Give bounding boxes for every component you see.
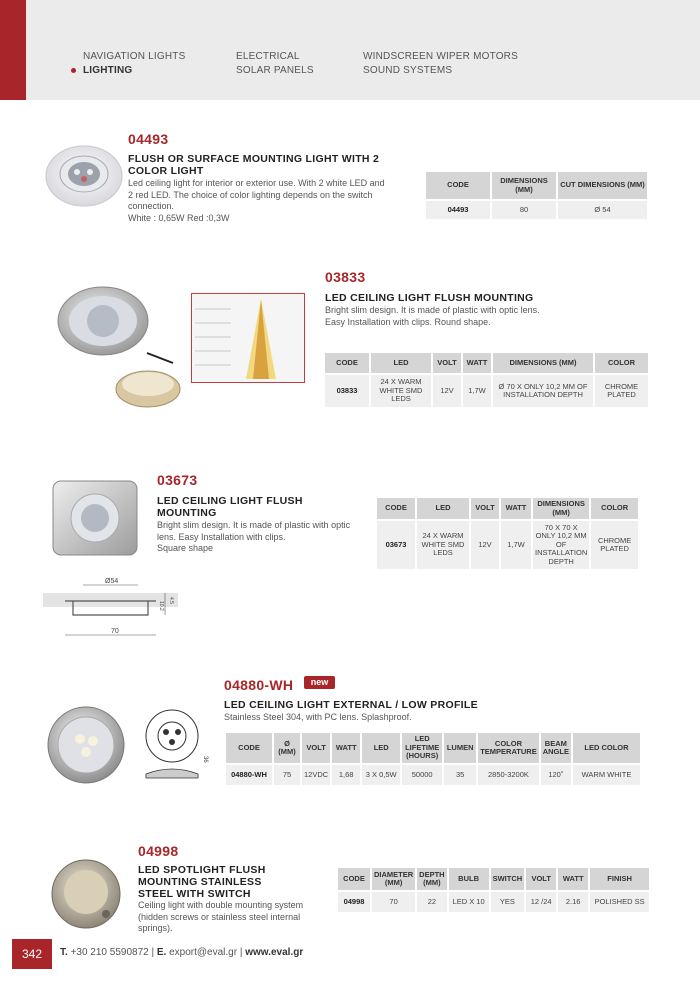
th-dimensions: DIMENSIONS (MM): [492, 172, 556, 199]
product-code-04880-wh: 04880-WH: [224, 677, 294, 693]
beam-diagram-03833: [191, 293, 305, 383]
technical-drawing-04880-wh: [140, 706, 210, 786]
th-volt: VOLT: [302, 733, 330, 763]
td-code: 04998: [338, 892, 370, 912]
title-line: COLOR LIGHT: [128, 165, 204, 177]
th-volt: VOLT: [471, 498, 499, 519]
td-code: 03673: [377, 521, 415, 569]
product-title-03673: [157, 495, 303, 519]
th-volt: VOLT: [433, 353, 461, 373]
th-led-lifetime: LED LIFETIME (HOURS): [402, 733, 442, 763]
td-volt: 12 /24: [526, 892, 556, 912]
th-watt: WATT: [501, 498, 531, 519]
page-number: 342: [12, 939, 52, 969]
footer-separator: |: [239, 947, 246, 958]
td-color: CHROME PLATED: [595, 375, 648, 407]
product-code-04493: 04493: [128, 131, 169, 147]
td-finish: POLISHED SS: [590, 892, 649, 912]
td-dimensions: 80: [492, 201, 556, 219]
th-color-temperature: COLOR TEMPERATURE: [478, 733, 539, 763]
td-code: 03833: [325, 375, 369, 407]
product-title-04493: [128, 153, 379, 177]
product-code-04998: 04998: [138, 843, 179, 859]
title-line: LED SPOTLIGHT FLUSH: [138, 864, 266, 876]
th-led-color: LED COLOR: [573, 733, 640, 763]
th-beam-angle: BEAM ANGLE: [541, 733, 571, 763]
th-cut-dimensions: CUT DIMENSIONS (MM): [558, 172, 647, 199]
th-led: LED: [417, 498, 469, 519]
th-dimensions: DIMENSIONS (MM): [493, 353, 593, 373]
desc-line: lens. Easy Installation with clips.: [157, 531, 286, 542]
th-code: CODE: [325, 353, 369, 373]
td-led-color: WARM WHITE: [573, 765, 640, 785]
footer-contact: [60, 947, 303, 958]
td-watt: 1,68: [332, 765, 360, 785]
th-code: CODE: [338, 868, 370, 890]
td-cut-dimensions: Ø 54: [558, 201, 647, 219]
title-line: FLUSH OR SURFACE MOUNTING LIGHT WITH 2: [128, 153, 380, 165]
email-label: E.: [156, 947, 167, 958]
td-lumen: 35: [444, 765, 476, 785]
th-led: LED: [371, 353, 431, 373]
desc-line: Easy Installation with clips. Round shape.: [325, 316, 491, 327]
product-code-03833: 03833: [325, 269, 366, 285]
product-title-04998: [138, 864, 266, 900]
dimension-drawing-03673: [43, 573, 178, 643]
nav-lighting[interactable]: [83, 65, 132, 76]
product-desc-04493: [128, 178, 403, 224]
th-finish: FINISH: [590, 868, 649, 890]
th-code: CODE: [426, 172, 490, 199]
nav-windscreen-wiper-motors[interactable]: WINDSCREEN WIPER MOTORS: [363, 51, 518, 62]
td-watt: 1,7W: [501, 521, 531, 569]
td-led: 24 X WARM WHITE SMD LEDS: [417, 521, 469, 569]
nav-electrical[interactable]: ELECTRICAL: [236, 51, 300, 62]
desc-line: (hidden screws or stainless steel internal: [138, 911, 301, 922]
product-image-04998: [50, 858, 122, 930]
spec-table-03833: [323, 351, 650, 409]
td-diameter: 75: [274, 765, 300, 785]
th-watt: WATT: [463, 353, 491, 373]
footer-email[interactable]: export@eval.gr: [169, 947, 238, 958]
product-image-03833: [55, 283, 185, 413]
nav-sound-systems[interactable]: SOUND SYSTEMS: [363, 65, 453, 76]
product-desc-04998: [138, 900, 327, 935]
desc-line: springs).: [138, 923, 173, 933]
td-bulb: LED X 10: [449, 892, 489, 912]
drawing-label-depth: 10.2: [158, 601, 164, 611]
drawing-label-height: 36: [202, 756, 208, 763]
td-dimensions: 70 X 70 X ONLY 10,2 MM OF INSTALLATION DEPTH: [533, 521, 589, 569]
spec-table-04998: [336, 866, 651, 914]
product-desc-03833: [325, 305, 540, 328]
desc-line: connection.: [128, 201, 175, 211]
td-switch: YES: [491, 892, 525, 912]
drawing-label-height: 4.5: [168, 597, 174, 604]
desc-line: Led ceiling light for interior or exterior use. With 2 white LED and: [128, 178, 385, 188]
title-line: MOUNTING STAINLESS: [138, 876, 262, 888]
th-lumen: LUMEN: [444, 733, 476, 763]
th-code: CODE: [377, 498, 415, 519]
td-code: 04880-WH: [226, 765, 272, 785]
nav-navigation-lights[interactable]: NAVIGATION LIGHTS: [83, 51, 186, 62]
footer-website[interactable]: www.eval.gr: [245, 947, 304, 958]
title-line: LED CEILING LIGHT FLUSH: [157, 495, 303, 507]
td-volt: 12VDC: [302, 765, 330, 785]
td-depth: 22: [417, 892, 446, 912]
spec-table-04880-wh: [224, 731, 642, 787]
desc-line: 2 red LED. The choice of color lighting depends on the switch: [128, 189, 373, 200]
th-diameter: Ø (MM): [274, 733, 300, 763]
th-diameter: DIAMETER (MM): [372, 868, 415, 890]
td-led: 3 X 0,5W: [362, 765, 400, 785]
product-image-03673: [50, 478, 140, 558]
title-line: LED CEILING LIGHT EXTERNAL / LOW PROFILE: [224, 699, 478, 711]
td-code: 04493: [426, 201, 490, 219]
header-accent-bar: [0, 0, 26, 100]
header-bar: [0, 0, 700, 100]
title-line: STEEL WITH SWITCH: [138, 888, 251, 900]
td-watt: 1,7W: [463, 375, 491, 407]
spec-table-04493: [424, 170, 649, 221]
td-led: 24 X WARM WHITE SMD LEDS: [371, 375, 431, 407]
drawing-label-diameter: Ø54: [105, 578, 119, 585]
spec-table-03673: [375, 496, 640, 571]
th-volt: VOLT: [526, 868, 556, 890]
th-code: CODE: [226, 733, 272, 763]
td-volt: 12V: [471, 521, 499, 569]
active-bullet-icon: [71, 68, 76, 73]
title-line: MOUNTING: [157, 507, 217, 519]
th-led: LED: [362, 733, 400, 763]
td-beam-angle: 120˚: [541, 765, 571, 785]
th-depth: DEPTH (MM): [417, 868, 446, 890]
product-image-04493: [44, 142, 124, 210]
desc-line: Ceiling light with double mounting system: [138, 900, 304, 910]
td-watt: 2.16: [558, 892, 588, 912]
desc-line: Bright slim design. It is made of plastic with optic lens.: [325, 305, 540, 315]
nav-solar-panels[interactable]: SOLAR PANELS: [236, 65, 314, 76]
drawing-label-width: 70: [111, 628, 119, 635]
desc-line: Square shape: [157, 543, 214, 553]
th-color: COLOR: [591, 498, 638, 519]
desc-line: Stainless Steel 304, with PC lens. Splashproof.: [224, 712, 412, 722]
title-line: LED CEILING LIGHT FLUSH MOUNTING: [325, 292, 534, 304]
footer-separator: |: [151, 947, 157, 958]
product-title-04880-wh: [224, 699, 478, 711]
desc-line: Bright slim design. It is made of plastic with optic: [157, 520, 351, 530]
th-watt: WATT: [332, 733, 360, 763]
th-switch: SWITCH: [491, 868, 525, 890]
desc-line: White : 0,65W Red :0,3W: [128, 212, 230, 223]
footer-phone[interactable]: +30 210 5590872: [70, 947, 149, 958]
th-color: COLOR: [595, 353, 648, 373]
product-title-03833: [325, 292, 534, 304]
td-color: CHROME PLATED: [591, 521, 638, 569]
product-desc-03673: [157, 520, 350, 555]
th-watt: WATT: [558, 868, 588, 890]
td-led-lifetime: 50000: [402, 765, 442, 785]
nav-lighting-label: LIGHTING: [83, 65, 133, 76]
new-badge: new: [304, 676, 335, 689]
th-bulb: BULB: [449, 868, 489, 890]
product-desc-04880-wh: [224, 712, 412, 724]
td-volt: 12V: [433, 375, 461, 407]
phone-label: T.: [60, 947, 68, 958]
th-dimensions: DIMENSIONS (MM): [533, 498, 589, 519]
td-dimensions: Ø 70 X ONLY 10,2 MM OF INSTALLATION DEPTH: [493, 375, 593, 407]
td-diameter: 70: [372, 892, 415, 912]
td-color-temperature: 2850-3200K: [478, 765, 539, 785]
product-image-04880-wh: [44, 705, 129, 785]
product-code-03673: 03673: [157, 472, 198, 488]
